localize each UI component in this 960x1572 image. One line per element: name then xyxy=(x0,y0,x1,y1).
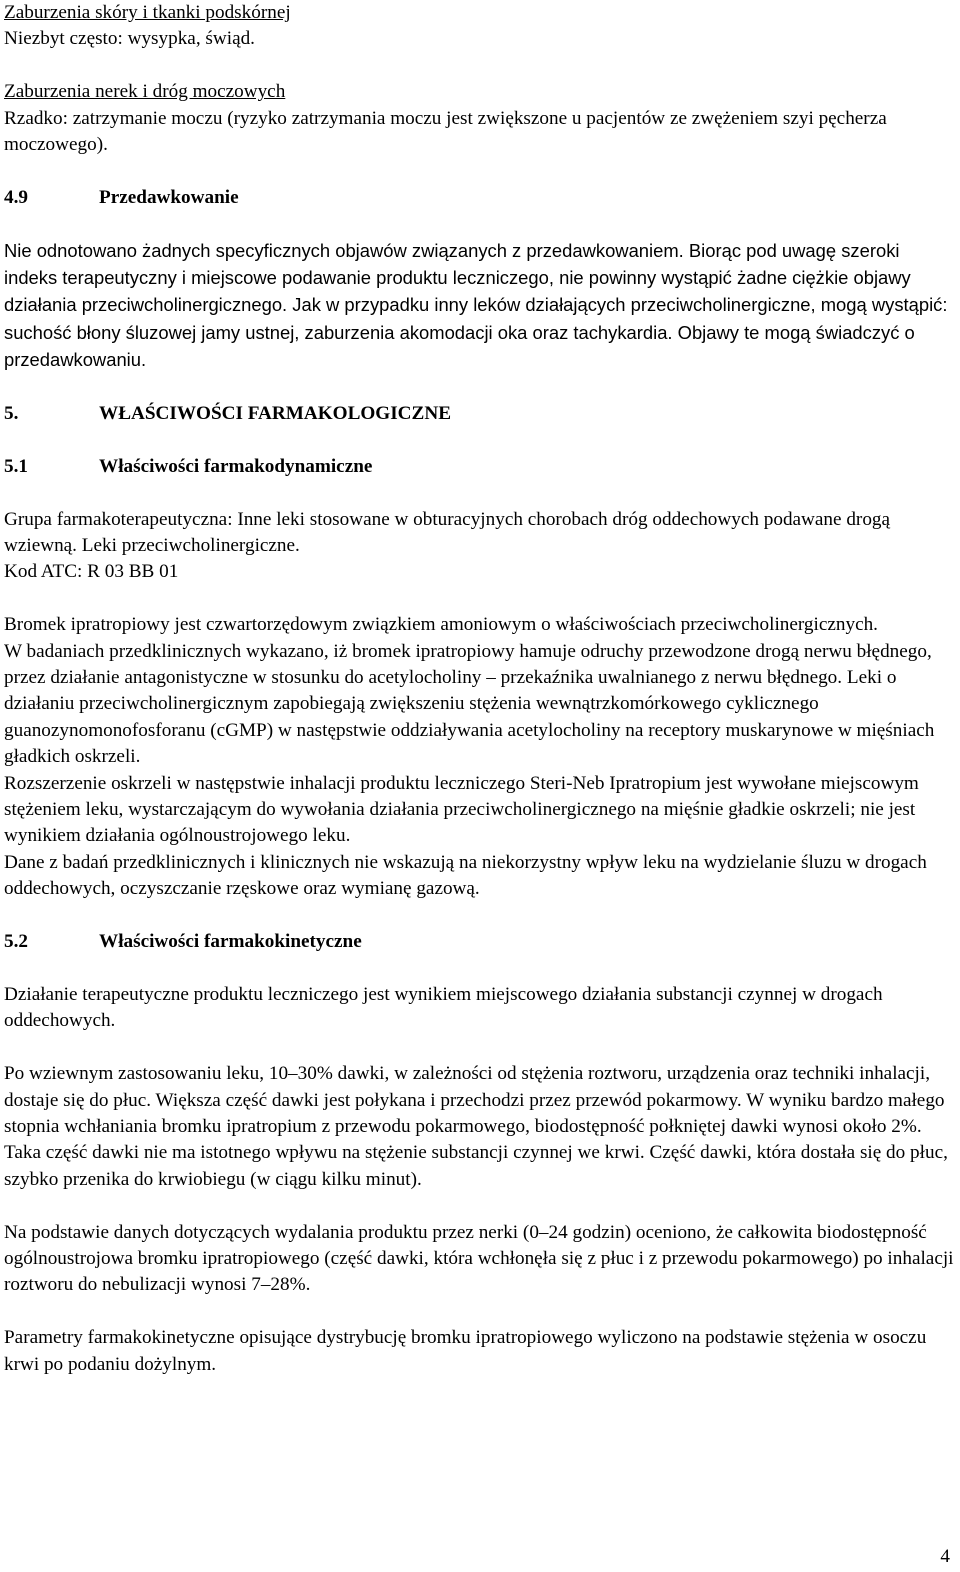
pharmacodynamics-paragraph-4: Dane z badań przedklinicznych i klinicznych nie wskazują na niekorzystny wpływ leku na wydzielanie śluzu w drogach oddechowych, oczyszczanie rzęskowe oraz wymianę gazową. xyxy=(4,851,927,900)
heading-4-9 xyxy=(4,185,954,211)
pharmacokinetics-paragraph-2: Po wziewnym zastosowaniu leku, 10–30% dawki, w zależności od stężenia roztworu, urządzenia oraz techniki inhalacji, dostaje się do płuc. Większa część dawki jest połykana i przechodzi przez przewód pokarmowy. W wyniku bardzo małego stopnia wchłaniania bromku ipratropium z przewodu pokarmowego, biodostępność połkniętej dawki wynosi około 2%. Taka część dawki nie ma istotnego wpływu na stężenie substancji czynnej we krwi. Część dawki, która dostała się do płuc, szybko przenika do krwiobiegu (w ciągu kilku minut). xyxy=(4,1063,948,1190)
heading-5 xyxy=(4,401,954,427)
heading-number: 5.1 xyxy=(4,455,28,477)
pharmacokinetics-paragraph-3: Na podstawie danych dotyczących wydalania produktu przez nerki (0–24 godzin) oceniono, że całkowita biodostępność ogólnoustrojowa bromku ipratropiowego (część dawki, która wchłonęła się z płuc i z przewodu pokarmowego) po inhalacji roztworu do nebulizacji wynosi 7–28%. xyxy=(4,1221,954,1296)
overdose-text-c: Jak w przypadku inny leków działających przeciwcholinergiczne, mogą wystąpić: suchość błony śluzowej jamy ustnej, zaburzenia akomodacji oka oraz tachykardia. Objawy te mogą świadczyć o przedawkowaniu. xyxy=(4,294,948,371)
heading-5-2 xyxy=(4,929,954,955)
page-number: 4 xyxy=(940,1546,950,1567)
pharmacotherapeutic-group: Grupa farmakoterapeutyczna: Inne leki stosowane w obturacyjnych chorobach dróg oddechowych podawane drogą wziewną. Leki przeciwcholinergiczne. xyxy=(4,508,891,557)
heading-5-1 xyxy=(4,454,954,480)
heading-number: 5. xyxy=(4,403,19,425)
heading-title: Właściwości farmakokinetyczne xyxy=(99,931,362,953)
kidney-section-text: Rzadko: zatrzymanie moczu (ryzyko zatrzymania moczu jest zwiększone u pacjentów ze zwężeniem szyi pęcherza moczowego). xyxy=(4,107,887,156)
pharmacokinetics-paragraph-1: Działanie terapeutyczne produktu leczniczego jest wynikiem miejscowego działania substancji czynnej w drogach oddechowych. xyxy=(4,983,883,1032)
heading-title: WŁAŚCIWOŚCI FARMAKOLOGICZNE xyxy=(99,403,451,425)
pharmacodynamics-paragraph-2: W badaniach przedklinicznych wykazano, iż bromek ipratropiowy hamuje odruchy przewodzone drogą nerwu błędnego, przez działanie antagonistyczne w stosunku do acetylocholiny – przekaźnika uwalnianego z nerwu błędnego. Leki o działaniu przeciwcholinergicznym zapobiegają zwiększeniu stężenia wewnątrzkomórkowego cyklicznego guanozynomonofosforanu (cGMP) w następstwie oddziaływania acetylocholiny na receptory muskarynowe w mięśniach gładkich oskrzeli. xyxy=(4,640,935,768)
overdose-text-b: Biorąc pod uwagę szeroki indeks terapeutyczny i miejscowe podawanie produktu leczniczego, nie powinny wystąpić żadne ciężkie objawy działania przeciwcholinergicznego. xyxy=(4,239,911,316)
kidney-section-title: Zaburzenia nerek i dróg moczowych xyxy=(4,81,286,103)
document-page xyxy=(4,0,954,1378)
overdose-paragraph xyxy=(4,238,954,375)
heading-number: 5.2 xyxy=(4,931,28,953)
pharmacokinetics-paragraph-4: Parametry farmakokinetyczne opisujące dystrybucję bromku ipratropiowego wyliczono na podstawie stężenia w osoczu krwi po podaniu dożylnym. xyxy=(4,1327,927,1375)
heading-title: Właściwości farmakodynamiczne xyxy=(99,455,373,477)
skin-section-text: Niezbyt często: wysypka, świąd. xyxy=(4,28,255,50)
atc-code: Kod ATC: R 03 BB 01 xyxy=(4,561,179,583)
heading-title: Przedawkowanie xyxy=(99,186,239,208)
heading-number: 4.9 xyxy=(4,186,28,208)
pharmacodynamics-paragraph-1: Bromek ipratropiowy jest czwartorzędowym związkiem amoniowym o właściwościach przeciwcholinergicznych. xyxy=(4,614,878,636)
overdose-text-a: Nie odnotowano żadnych specyficznych objawów związanych z przedawkowaniem. xyxy=(4,239,684,261)
pharmacodynamics-paragraph-3: Rozszerzenie oskrzeli w następstwie inhalacji produktu leczniczego Steri-Neb Ipratropium jest wywołane miejscowym stężeniem leku, wystarczającym do wywołania działania przeciwcholinergicznego na mięśnie gładkie oskrzeli; nie jest wynikiem działania ogólnoustrojowego leku. xyxy=(4,772,919,847)
skin-section-title: Zaburzenia skóry i tkanki podskórnej xyxy=(4,2,291,23)
